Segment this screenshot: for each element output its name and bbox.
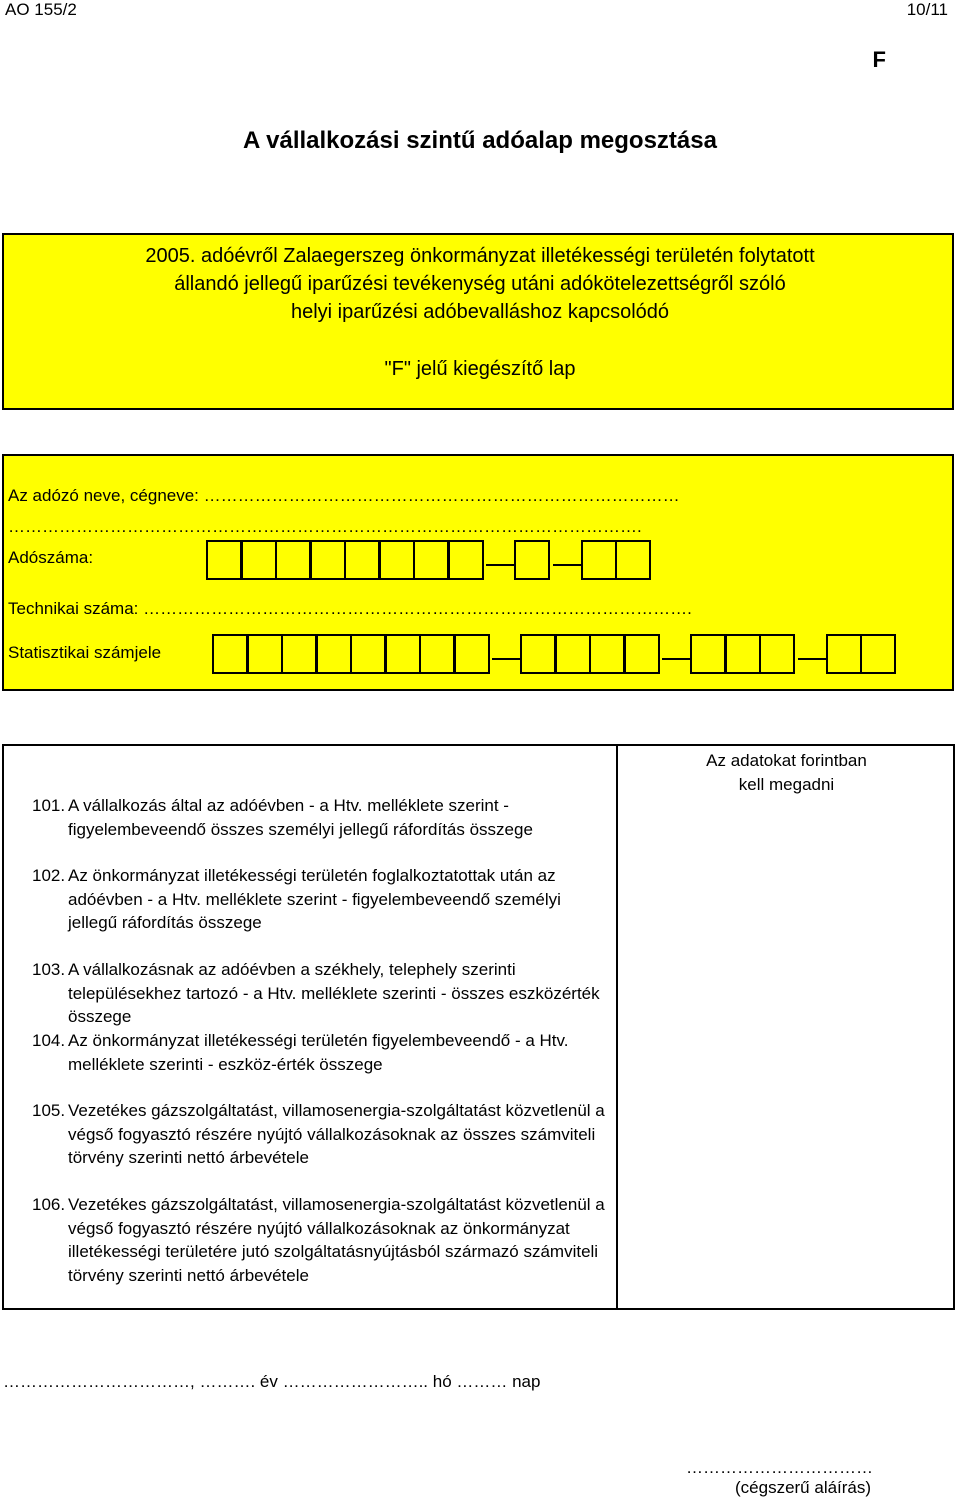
row-text: Vezetékes gázszolgáltatást, villamosenergia-szolgáltatást közvetlenül a végső fogyasztó részére nyújtó vállalkozásoknak az összes számviteli törvény szerinti nettó árbevétele (68, 1101, 605, 1167)
statistical-number-digit-box[interactable] (385, 634, 421, 674)
table-row-101 (32, 794, 612, 841)
intro-line: állandó jellegű iparűzési tevékenység utáni adókötelezettségről szóló (174, 273, 786, 295)
statistical-number-digit-box[interactable] (690, 634, 726, 674)
intro-text (4, 242, 956, 326)
form-code: AO 155/2 (5, 0, 77, 19)
statistical-number-separator (662, 658, 692, 660)
statistical-number-digit-box[interactable] (826, 634, 862, 674)
statistical-number-digit-box[interactable] (247, 634, 283, 674)
row-number: 104. (32, 1031, 66, 1050)
statistical-number-separator (798, 658, 828, 660)
tax-number-digit-box[interactable] (275, 540, 311, 580)
row-number: 106. (32, 1195, 66, 1214)
tax-number-digit-box[interactable] (310, 540, 346, 580)
name-label: Az adózó neve, cégneve: (8, 486, 204, 505)
statistical-number-label: Statisztikai számjele (8, 643, 162, 662)
technical-number-label: Technikai száma: (8, 599, 144, 618)
name-field-continued[interactable]: …………………………………………………………………………………………………. (8, 517, 642, 536)
tax-number-digit-box[interactable] (344, 540, 380, 580)
row-number: 101. (32, 796, 66, 815)
amount-note-line: Az adatokat forintban (706, 751, 867, 770)
column-divider (616, 746, 618, 1308)
row-text: Vezetékes gázszolgáltatást, villamosenergia-szolgáltatást közvetlenül a végső fogyasztó részére nyújtó vállalkozásoknak az önkormányzat illetékességi területére jutó szolgáltatásnyújtásból származó számviteli törvény szerinti nettó árbevétele (68, 1195, 605, 1285)
row-text: Az önkormányzat illetékességi területén foglalkoztatottak után az adóévben - a Htv. melléklete szerint - figyelembeveendő személyi jellegű ráfordítás összege (68, 866, 561, 932)
tax-number-separator (486, 564, 516, 566)
taxpayer-box (2, 454, 954, 691)
table-row-106 (32, 1193, 612, 1287)
statistical-number-digit-box[interactable] (555, 634, 591, 674)
statistical-number-digit-box[interactable] (725, 634, 761, 674)
page-number: 10/11 (906, 0, 948, 19)
statistical-number-digit-box[interactable] (419, 634, 455, 674)
tax-number-separator (553, 564, 583, 566)
amount-note-line: kell megadni (738, 775, 835, 794)
tax-number-digit-box[interactable] (241, 540, 277, 580)
statistical-number-digit-box[interactable] (212, 634, 248, 674)
row-text: Az önkormányzat illetékességi területén figyelembeveendő - a Htv. melléklete szerinti - eszköz-érték összege (68, 1031, 569, 1074)
statistical-number-separator (492, 658, 522, 660)
signature-label: (cégszerű aláírás) (735, 1478, 872, 1497)
name-field[interactable]: ………………………………………………………………………… (203, 486, 680, 505)
table-row-105 (32, 1099, 612, 1170)
table-row-102 (32, 864, 612, 935)
statistical-number-digit-box[interactable] (316, 634, 352, 674)
row-number: 102. (32, 866, 66, 885)
row-number: 103. (32, 960, 66, 979)
statistical-number-digit-box[interactable] (454, 634, 490, 674)
date-line[interactable]: ……………………………, ………. év …………………….. hó ……… nap (3, 1372, 541, 1391)
technical-line (8, 599, 948, 619)
sheet-label: "F" jelű kiegészítő lap (384, 358, 576, 380)
statistical-number-digit-box[interactable] (624, 634, 660, 674)
signature-field[interactable]: …………………………… (686, 1458, 873, 1477)
page-title: A vállalkozási szintű adóalap megosztása (243, 127, 717, 154)
tax-number-digit-box[interactable] (206, 540, 242, 580)
statistical-number-digit-box[interactable] (589, 634, 625, 674)
amount-note (618, 749, 955, 797)
statistical-number-digit-box[interactable] (281, 634, 317, 674)
intro-line: 2005. adóévről Zalaegerszeg önkormányzat illetékességi területén folytatott (145, 245, 815, 267)
table-row-104 (32, 1029, 612, 1076)
data-table (2, 744, 955, 1310)
statistical-number-digit-box[interactable] (520, 634, 556, 674)
row-text: A vállalkozásnak az adóévben a székhely, telephely szerinti településekhez tartozó - a Htv. melléklete szerinti - összes eszközérték összege (68, 960, 600, 1026)
row-number: 105. (32, 1101, 66, 1120)
form-letter: F (872, 47, 886, 72)
technical-number-field[interactable]: ……………………………………………………………………………………. (143, 599, 692, 618)
statistical-number-digit-box[interactable] (350, 634, 386, 674)
tax-number-digit-box[interactable] (615, 540, 651, 580)
tax-number-digit-box[interactable] (514, 540, 550, 580)
row-text: A vállalkozás által az adóévben - a Htv. melléklete szerint - figyelembeveendő összes személyi jellegű ráfordítás összege (68, 796, 533, 839)
statistical-number-digit-box[interactable] (860, 634, 896, 674)
tax-number-digit-box[interactable] (581, 540, 617, 580)
name-line (8, 486, 948, 506)
intro-line: helyi iparűzési adóbevalláshoz kapcsolódó (290, 301, 670, 323)
intro-box (2, 233, 954, 410)
tax-number-digit-box[interactable] (413, 540, 449, 580)
tax-number-label: Adószáma: (8, 548, 94, 567)
statistical-number-digit-box[interactable] (759, 634, 795, 674)
tax-number-digit-box[interactable] (379, 540, 415, 580)
tax-number-digit-box[interactable] (448, 540, 484, 580)
table-row-103 (32, 958, 612, 1029)
